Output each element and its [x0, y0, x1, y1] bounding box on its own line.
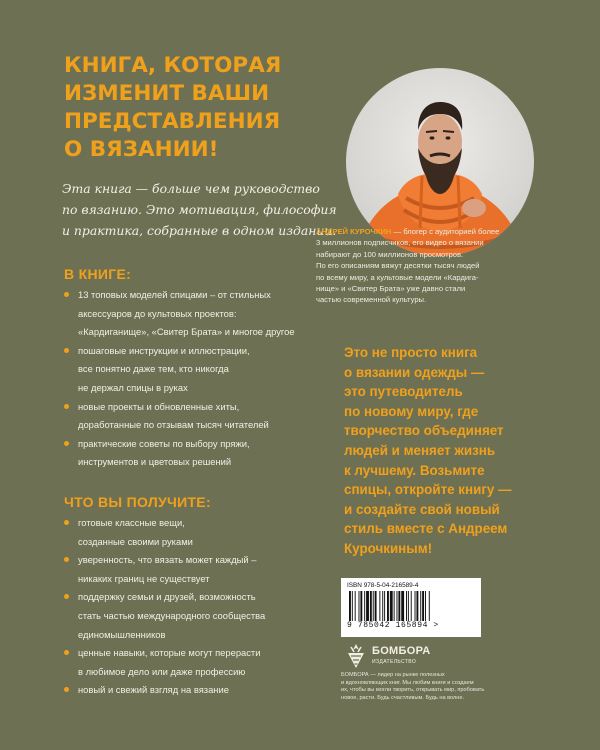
barcode-bar: [394, 591, 395, 621]
headline-line: О ВЯЗАНИИ!: [64, 137, 219, 162]
headline-line: ИЗМЕНИТ ВАШИ: [64, 81, 270, 106]
bullet-icon: [64, 594, 69, 599]
barcode-bar: [379, 591, 380, 621]
promo-line: стиль вместе с Андреем: [344, 521, 508, 537]
tagline-line: и вдохновляющих книг. Мы любим книги и создаем: [341, 679, 474, 686]
list-item-line: новые проекты и обновленные хиты,: [78, 400, 240, 412]
headline: [64, 52, 354, 164]
bio-first-line: [316, 226, 562, 237]
publisher-tagline: [341, 672, 561, 702]
list-item: [64, 551, 322, 588]
list-item-line: в любимое дело или даже профессию: [78, 665, 246, 677]
list-item: [64, 514, 322, 551]
author-name: АНДРЕЙ КУРОЧКИН: [316, 227, 392, 236]
barcode-number: 9 785042 165894 >: [347, 621, 439, 630]
barcode-bar: [401, 591, 404, 621]
promo-line: творчество объединяет: [344, 423, 504, 439]
promo-line: по новому миру, где: [344, 403, 479, 419]
publisher-subtitle: ИЗДАТЕЛЬСТВО: [372, 659, 417, 665]
barcode-bar: [397, 591, 398, 621]
list-item-line: стать частью международного сообщества: [78, 609, 266, 621]
promo-line: о вязании одежды —: [344, 364, 485, 380]
you-get-list: [64, 514, 322, 700]
barcode-bar: [370, 591, 372, 621]
barcode-bar: [352, 591, 353, 621]
barcode-bar: [420, 591, 421, 621]
you-get-title: ЧТО ВЫ ПОЛУЧИТЕ:: [64, 494, 211, 510]
list-item-line: единомышленников: [78, 628, 166, 640]
barcode-bar: [398, 591, 400, 621]
list-item-line: уверенность, что вязать может каждый –: [78, 554, 257, 566]
list-item-line: ценные навыки, которые могут перерасти: [78, 647, 261, 659]
list-item-line: практические советы по выбору пряжи,: [78, 437, 250, 449]
barcode-bar: [408, 591, 409, 621]
bio-line: по всему миру, а культовые модели «Кардига-: [316, 272, 479, 282]
list-item-line: инструментов и цветовых решений: [78, 456, 232, 468]
bullet-icon: [64, 520, 69, 525]
barcode-bar: [373, 591, 374, 621]
bullet-icon: [64, 557, 69, 562]
headline-line: ПРЕДСТАВЛЕНИЯ: [64, 109, 281, 134]
barcode-bar: [359, 591, 360, 621]
barcode-bar: [349, 591, 351, 621]
barcode-bar: [422, 591, 424, 621]
bullet-icon: [64, 404, 69, 409]
barcode-bars: [347, 591, 475, 621]
list-item-line: не держал спицы в руках: [78, 381, 188, 393]
barcode-bar: [387, 591, 389, 621]
list-item: [64, 342, 322, 398]
list-item-line: аксессуаров до культовых проектов:: [78, 307, 237, 319]
bullet-icon: [64, 650, 69, 655]
promo-line: спицы, откройте книгу —: [344, 482, 512, 498]
list-item-line: никаких границ не существует: [78, 572, 210, 584]
list-item: [64, 435, 322, 472]
barcode-bar: [360, 591, 362, 621]
bullet-icon: [64, 348, 69, 353]
intro-line: Эта книга — больше чем руководство: [62, 181, 320, 196]
barcode-bar: [390, 591, 393, 621]
in-book-list: [64, 286, 322, 472]
list-item: [64, 398, 322, 435]
list-item-line: пошаговые инструкции и иллюстрации,: [78, 344, 250, 356]
list-item-line: доработанные по отзывам тысяч читателей: [78, 419, 269, 431]
publisher-name: БОМБОРА: [372, 645, 431, 657]
barcode: [341, 578, 481, 637]
barcode-bar: [366, 591, 369, 621]
promo-line: это путеводитель: [344, 384, 463, 400]
publisher-pineapple-icon: [344, 643, 368, 669]
barcode-bar: [411, 591, 412, 621]
bio-line: набирают до 100 миллионов просмотров.: [316, 249, 464, 259]
list-item: [64, 286, 322, 342]
promo-line: людей и меняет жизнь: [344, 442, 496, 458]
barcode-bar: [429, 591, 430, 621]
barcode-bar: [364, 591, 365, 621]
intro-line: и практика, собранные в одном издании.: [62, 223, 337, 238]
intro-quote: [62, 178, 342, 241]
publisher-logo: [344, 643, 431, 669]
list-item-line: «Кардиганище», «Свитер Брата» и многое другое: [78, 326, 295, 338]
list-item: [64, 588, 322, 644]
bullet-icon: [64, 687, 69, 692]
barcode-bar: [406, 591, 407, 621]
author-bio: [316, 226, 562, 306]
in-book-title: В КНИГЕ:: [64, 266, 132, 282]
barcode-bar: [415, 591, 416, 621]
list-item-line: 13 топовых моделей спицами – от стильных: [78, 289, 271, 300]
bio-first-line-rest: — блогер с аудиторией более: [391, 227, 500, 236]
promo-line: и создайте свой новый: [344, 501, 500, 517]
barcode-bar: [382, 591, 383, 621]
list-item-line: все понятно даже тем, кто никогда: [78, 363, 229, 375]
isbn-text: ISBN 978-5-04-216589-4: [347, 582, 419, 589]
list-item: [64, 644, 322, 681]
bullet-icon: [64, 292, 69, 297]
promo-line: Это не просто книга: [344, 345, 478, 360]
barcode-bar: [375, 591, 377, 621]
tagline-line: БОМБОРА — лидер на рынке полезных: [341, 672, 445, 678]
bio-line: По его описаниям вяжут десятки тысяч людей: [316, 261, 480, 271]
list-item-line: созданные своими руками: [78, 535, 193, 547]
list-item-line: готовые классные вещи,: [78, 517, 185, 528]
barcode-bar: [425, 591, 426, 621]
bio-line: нище» и «Свитер Брата» уже давно стали: [316, 284, 466, 294]
barcode-bar: [384, 591, 385, 621]
headline-line: КНИГА, КОТОРАЯ: [64, 53, 282, 78]
promo-text: [344, 343, 574, 559]
intro-line: по вязанию. Это мотивация, философия: [62, 202, 337, 217]
list-item-line: поддержку семьи и друзей, возможность: [78, 591, 256, 603]
barcode-bar: [355, 591, 356, 621]
promo-line: Курочкиным!: [344, 540, 433, 556]
list-item: [64, 681, 322, 700]
tagline-line: их, чтобы вы могли творить, открывать мир, пробовать: [341, 687, 485, 694]
bio-line: частью современной культуры.: [316, 295, 427, 305]
tagline-line: новое, расти. Будь счастливым. Будь на волне.: [341, 694, 465, 701]
bullet-icon: [64, 441, 69, 446]
bio-line: 3 миллионов подписчиков, его видео о вязании: [316, 238, 484, 248]
barcode-bar: [416, 591, 418, 621]
list-item-line: новый и свежий взгляд на вязание: [78, 684, 229, 696]
promo-line: к лучшему. Возьмите: [344, 462, 485, 478]
